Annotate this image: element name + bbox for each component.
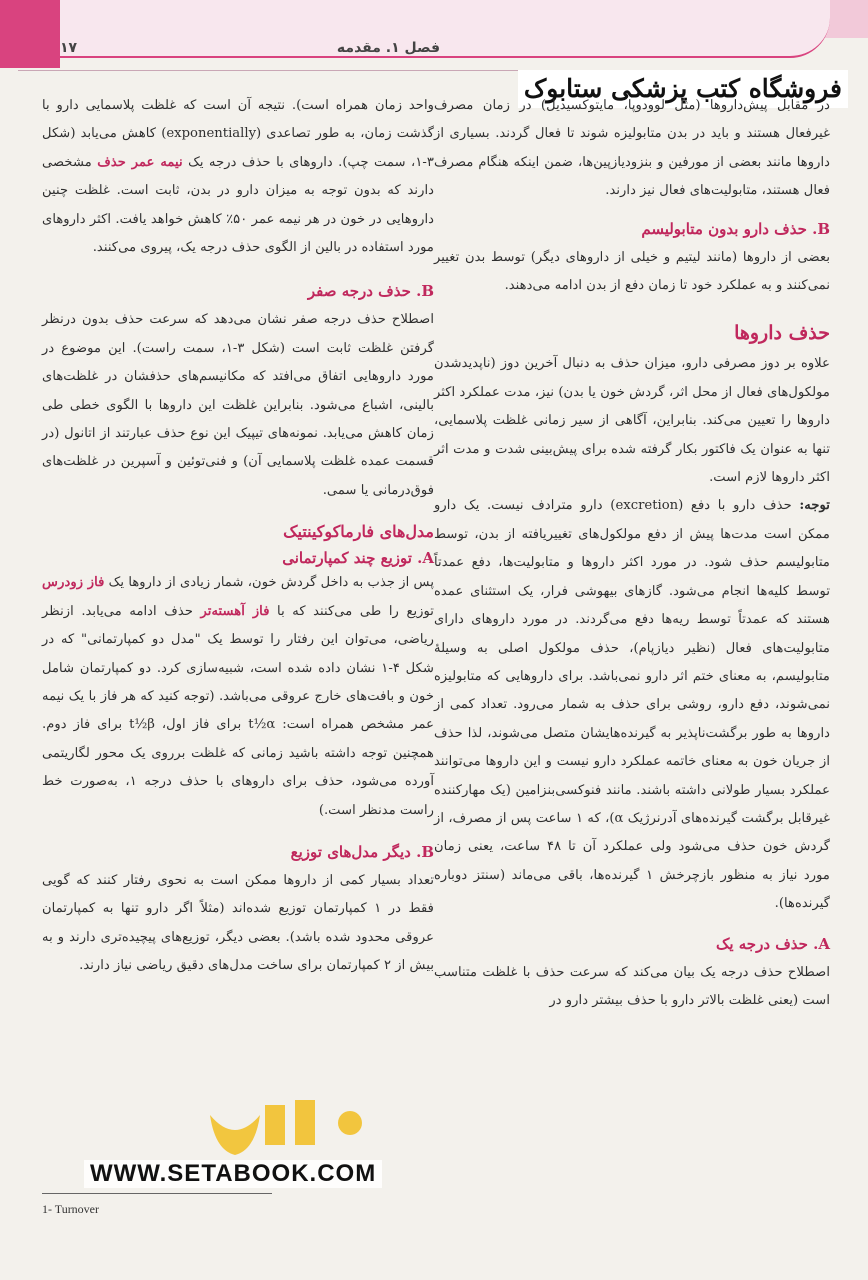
heading-first-order: A. حذف درجه یک [715,934,830,953]
logo-dot [338,1111,362,1135]
heading-zero-order: B. حذف درجه صفر [307,282,434,301]
right-column [434,92,830,1015]
paragraph-prodrugs: در مقابل پیش‌داروها (مثل لوودوپا، مایتوکسیدیل) در زمان مصرف غیرفعال هستند و باید در بدن متابولیزه شوند تا فعال گردند. بسیاری از داروها مانند بعضی از مورفین و بنزودیازپین‌ها، ضمن اینکه هنگام مصرف فعال هستند، متابولیت‌های فعال نیز دارند. [434,98,830,199]
footnote: 1- Turnover [42,1202,100,1216]
heading-elimination-without-metabolism: B. حذف دارو بدون متابولیسم [641,219,830,238]
chapter-title: فصل ۱. مقدمه [336,40,440,56]
top-corner-tab [0,0,60,68]
heading-drug-elimination: حذف داروها [734,322,830,345]
paragraph-unchanged-drugs: بعضی از داروها (مانند لیتیم و خیلی از داروهای دیگر) توسط بدن تغییر نمی‌کنند و به عملکرد خود تا زمان دفع از بدن ادامه می‌دهند. [434,249,830,294]
text-run: پس از جذب به داخل گردش خون، شمار زیادی از داروها یک [108,575,434,591]
text-run: مشخصی دارند که بدون توجه به میزان دارو در بدن، ثابت است. غلظت چنین داروهایی در خون در هر نیمه عمر ۵۰٪ کاهش خواهد یافت. اکثر داروهای مورد استفاده در بالین از الگوی حذف درجه یک، پیروی می‌کنند. [42,154,434,256]
heading-other-models: B. دیگر مدل‌های توزیع [290,842,434,861]
paragraph-zero-order: اصطلاح حذف درجه صفر نشان می‌دهد که سرعت حذف بدون درنظر گرفتن غلظت ثابت است (شکل ۳-۱، سمت راست). این موضوع در مورد داروهایی اتفاق می‌افتد که مکانیسم‌های حذفشان در غلظت‌های بالینی، اشباع می‌شود. بنابراین غلظت این داروها با الگوی خطی طی زمان کاهش می‌یابد. نمونه‌های تیپیک این نوع حذف عبارتند از اتانول (در قسمت عمده غلظت پلاسمایی آن) و فنی‌توئین و آسپرین در غلظت‌های فوق‌درمانی یا سمی. [42,312,434,498]
watermark-url: WWW.SETABOOK.COM [84,1160,382,1188]
page-number: ۱۷ [60,40,78,56]
logo-bar [265,1105,285,1145]
text-run: حذف ادامه می‌یابد. ازنظر ریاضی، می‌توان این رفتار را توسط یک "مدل دو کمپارتمانی" که در شکل ۴-۱ نشان داده شده است، شبیه‌سازی کرد. دو کمپارتمان شامل خون و بافت‌های خارج عروقی می‌باشد. (توجه کنید که هر فاز با یک نیمه عمر مشخص همراه است: t½α برای فاز اول، t½β برای فاز دوم. همچنین توجه داشته باشید زمانی که غلظت برروی یک محور لگاریتمی آورده می‌شود، حذف برای داروهای با حذف درجه ۱، به‌صورت خط راست مدنظر است.) [42,603,434,818]
store-banner: فروشگاه کتب پزشکی ستابوک [518,70,848,108]
book-shape [210,1115,260,1155]
paragraph-note [434,492,830,918]
running-header [60,40,440,64]
heading-multi-compartment: A. توزیع چند کمپارتمانی [282,549,434,568]
paragraph-elimination-intro: علاوه بر دوز مصرفی دارو، میزان حذف به دنبال آخرین دوز (ناپدیدشدن مولکول‌های فعال از محل اثر، گردش خون یا بدن) نیز، مدت عملکرد اکثر داروها را تعیین می‌کند. بنابراین، آگاهی از سیر زمانی غلظت پلاسمایی، تنها به عنوان یک فاکتور بکار گرفته شده برای پیش‌بینی شدت و مدت اثر اکثر داروها لازم است. [434,356,830,486]
paragraph-first-order: اصطلاح حذف درجه یک بیان می‌کند که سرعت حذف با غلظت متناسب است (یعنی غلظت بالاتر دارو با حذف بیشتر دارو در [434,964,830,1008]
text-run: واحد زمان همراه است). نتیجه آن است که غلظت پلاسمایی دارو با گذشت زمان، به طور تصاعدی (exponentially) کاهش می‌یابد (شکل ۳-۱، سمت چپ). داروهای با حذف درجه یک [42,98,434,170]
heading-pk-models: مدل‌های فارماکوکینتیک [283,522,434,542]
term-slow-phase: فاز آهسته‌تر [200,603,270,619]
note-label: توجه: [799,498,830,514]
logo-bar [295,1100,315,1145]
paragraph-two-compartment [42,569,434,825]
paragraph-other-models: تعداد بسیار کمی از داروها ممکن است به نحوی رفتار کنند که گویی فقط در ۱ کمپارتمان توزیع شده‌اند (مثلاً اگر دارو تنها به کمپارتمان عروقی محدود شده باشد). بعضی دیگر، توزیع‌های پیچیده‌تری دارند و به بیش از ۲ کمپارتمان برای ساخت مدل‌های دقیق ریاضی نیاز دارند. [42,872,434,974]
paragraph-half-life [42,92,434,262]
note-text: حذف دارو با دفع (excretion) دارو مترادف نیست. یک دارو ممکن است مدت‌ها پیش از دفع مولکول‌های تغییریافته از بدن، توسط متابولیسم حذف شود. در مورد اکثر داروها و متابولیت‌ها، دفع عمدتاً توسط کلیه‌ها انجام می‌شود. گازهای بیهوشی فرار، یک استثنای عمده هستند که عمدتاً توسط ریه‌ها دفع می‌گردند. در مورد داروهای دارای متابولیت‌های فعال (نظیر دیازپام)، حذف مولکول اصلی به وسیلهٔ متابولیسم، به معنای ختم اثر دارو نمی‌باشد. برای داروهایی که متابولیزه نمی‌شوند، دفع دارو، روشی برای حذف به شمار می‌رود. تعداد کمی از داروها به طور برگشت‌ناپذیر به گیرنده‌هایشان متصل می‌شوند، لذا حذف از جریان خون به معنای خاتمه عملکرد دارو نیست و این داروها می‌توانند عملکرد بسیار طولانی داشته باشند. مانند فنوکسی‌بنزامین (یک مهارکننده غیرقابل برگشت گیرنده‌های آدرنرژیک α)، که ۱ ساعت پس از مصرف، از گردش خون حذف می‌شود ولی عملکرد آن تا ۴۸ ساعت، یعنی زمان مورد نیاز به منظور بازچرخش ۱ گیرنده‌ها، باقی می‌ماند (سنتز دوباره گیرنده‌ها). [434,498,830,912]
left-column [42,92,434,981]
text-run: توزیع را طی می‌کنند که با [277,603,434,619]
term-early-phase: فاز زودرس [42,575,105,591]
term-half-life: نیمه عمر حذف [97,154,183,170]
footnote-divider [42,1193,272,1194]
